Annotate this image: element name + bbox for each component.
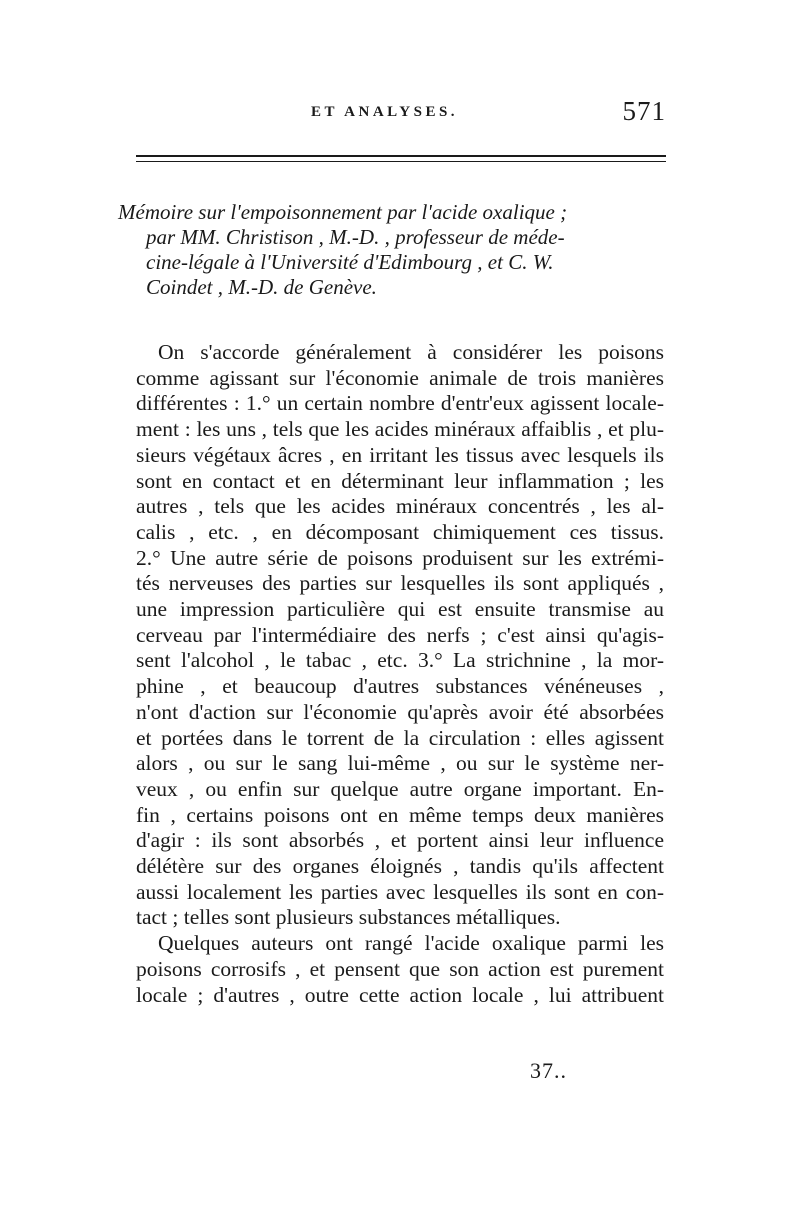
text-line: autres , tels que les acides minéraux concentrés , les al- bbox=[136, 494, 664, 519]
running-head bbox=[136, 96, 666, 136]
text-line: sent l'alcohol , le tabac , etc. 3.° La strichnine , la mor- bbox=[136, 648, 664, 673]
page-number: 571 bbox=[622, 96, 666, 126]
text-line: comme agissant sur l'économie animale de trois manières bbox=[136, 365, 664, 390]
text-line: locale ; d'autres , outre cette action locale , lui attribuent bbox=[136, 982, 664, 1007]
memoir-title-line: par MM. Christison , M.-D. , professeur de méde- bbox=[146, 225, 565, 249]
text-line: sieurs végétaux âcres , en irritant les tissus avec lesquels ils bbox=[136, 442, 664, 467]
text-line: cerveau par l'intermédiaire des nerfs ; c'est ainsi qu'agis- bbox=[136, 622, 664, 647]
text-line: d'agir : ils sont absorbés , et portent ainsi leur influence bbox=[136, 828, 664, 853]
text-line: n'ont d'action sur l'économie qu'après avoir été absorbées bbox=[136, 699, 664, 724]
text-line: veux , ou enfin sur quelque autre organe important. En- bbox=[136, 776, 664, 801]
text-line: Quelques auteurs ont rangé l'acide oxalique parmi les bbox=[158, 931, 664, 956]
memoir-title-line: Mémoire sur l'empoisonnement par l'acide oxalique ; bbox=[118, 200, 568, 224]
text-line: poisons corrosifs , et pensent que son action est purement bbox=[136, 956, 664, 981]
text-line: différentes : 1.° un certain nombre d'entr'eux agissent locale- bbox=[136, 391, 664, 416]
text-line: On s'accorde généralement à considérer les poisons bbox=[158, 340, 664, 364]
text-line: tés nerveuses des parties sur lesquelles ils sont appliqués , bbox=[136, 571, 664, 596]
text-line: 2.° Une autre série de poisons produisent sur les extrémi- bbox=[136, 545, 664, 570]
text-line: calis , etc. , en décomposant chimiquement ces tissus. bbox=[136, 519, 664, 544]
text-line: ment : les uns , tels que les acides minéraux affaiblis , et plu- bbox=[136, 417, 664, 442]
memoir-title bbox=[118, 200, 658, 300]
memoir-title-line: Coindet , M.-D. de Genève. bbox=[146, 275, 377, 299]
text-line: aussi localement les parties avec lesquelles ils sont en con- bbox=[136, 879, 664, 904]
memoir-title-line: cine-légale à l'Université d'Edimbourg , et C. W. bbox=[146, 250, 554, 274]
header-rule-thick bbox=[136, 155, 666, 157]
text-line: alors , ou sur le sang lui-même , ou sur le système ner- bbox=[136, 751, 664, 776]
signature-mark: 37.. bbox=[530, 1058, 567, 1083]
text-line: fin , certains poisons ont en même temps deux manières bbox=[136, 802, 664, 827]
text-line: délétère sur des organes éloignés , tandis qu'ils affectent bbox=[136, 854, 664, 879]
running-title: ET ANALYSES. bbox=[311, 104, 459, 120]
text-line: tact ; telles sont plusieurs substances métalliques. bbox=[136, 905, 561, 930]
text-line: et portées dans le torrent de la circulation : elles agissent bbox=[136, 725, 664, 750]
text-line: phine , et beaucoup d'autres substances vénéneuses , bbox=[136, 674, 664, 699]
text-line: sont en contact et en déterminant leur inflammation ; les bbox=[136, 468, 664, 493]
body-text bbox=[136, 340, 664, 1008]
text-line: une impression particulière qui est ensuite transmise au bbox=[136, 597, 664, 622]
header-rule-thin bbox=[136, 161, 666, 162]
